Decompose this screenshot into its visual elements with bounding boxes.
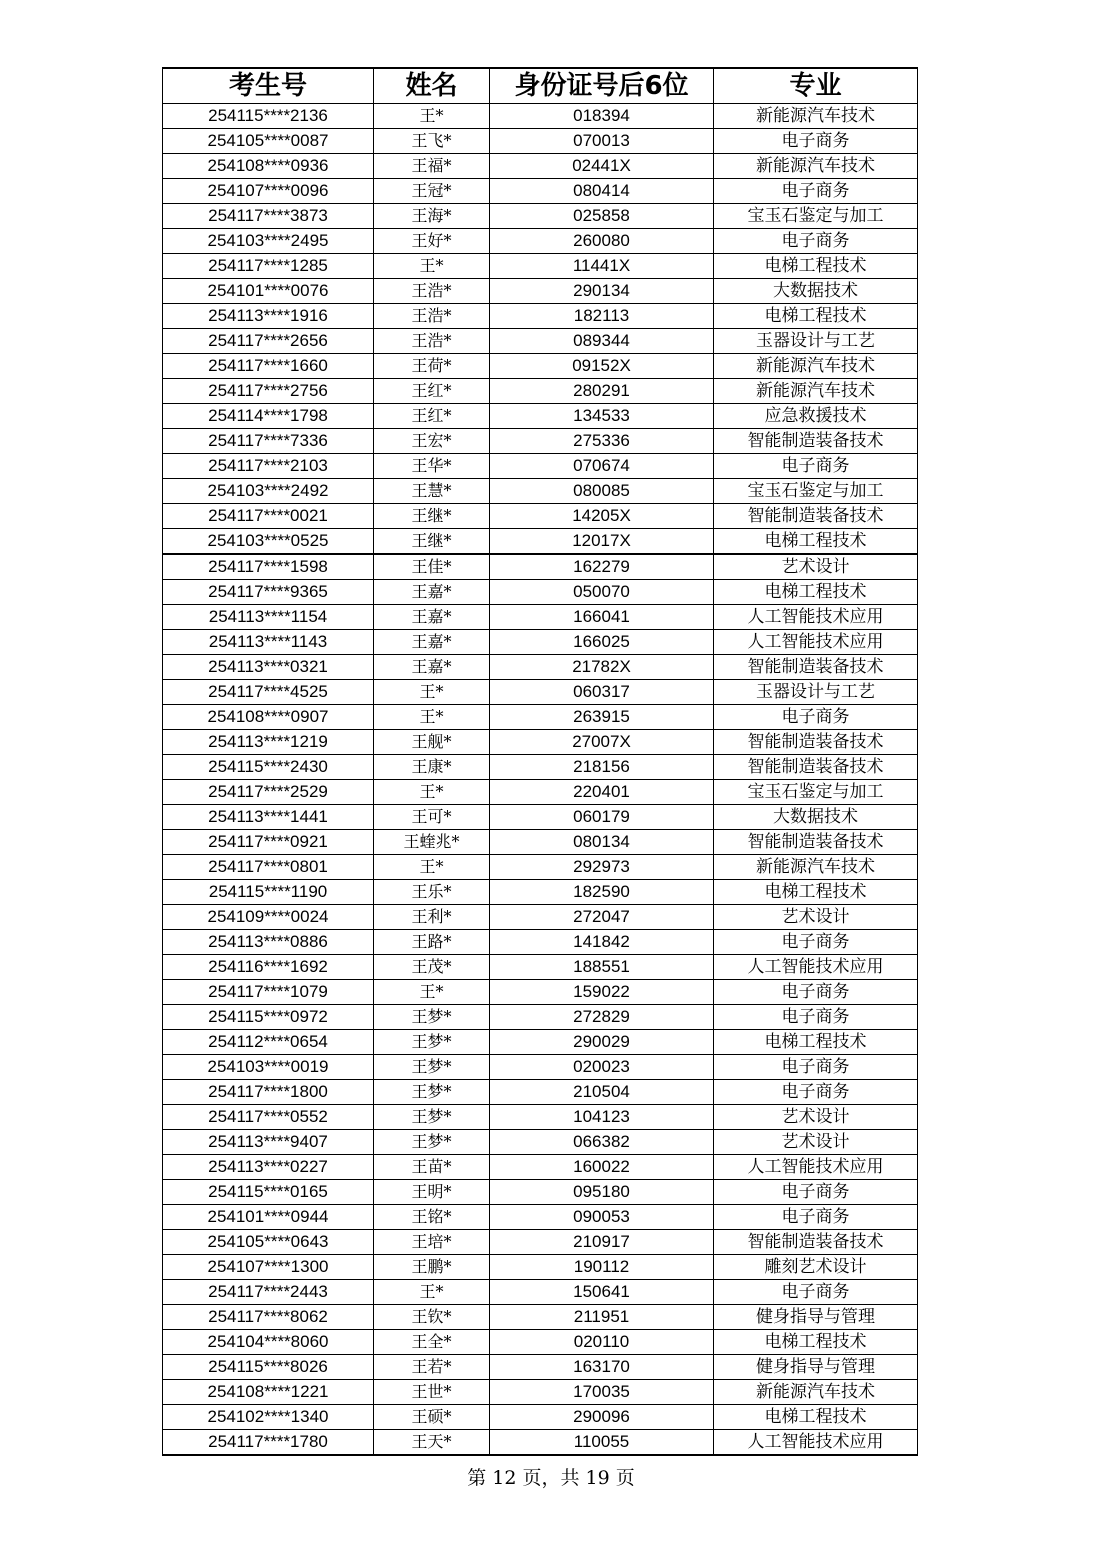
- cell-id-last6: 182590: [490, 880, 714, 905]
- cell-major: 智能制造装备技术: [714, 429, 918, 454]
- cell-name: 王茂*: [374, 955, 490, 980]
- cell-name: 王浩*: [374, 304, 490, 329]
- cell-name: 王梦*: [374, 1105, 490, 1130]
- table-row: [163, 1255, 918, 1280]
- table-row: [163, 329, 918, 354]
- cell-exam-number: 254113****9407: [163, 1130, 374, 1155]
- cell-exam-number: 254117****1660: [163, 354, 374, 379]
- header-name: 姓名: [374, 68, 490, 104]
- cell-exam-number: 254117****0552: [163, 1105, 374, 1130]
- cell-name: 王梦*: [374, 1030, 490, 1055]
- cell-id-last6: 290029: [490, 1030, 714, 1055]
- cell-major: 电梯工程技术: [714, 880, 918, 905]
- cell-id-last6: 290096: [490, 1405, 714, 1430]
- cell-id-last6: 060317: [490, 680, 714, 705]
- cell-exam-number: 254117****8062: [163, 1305, 374, 1330]
- cell-exam-number: 254117****1800: [163, 1080, 374, 1105]
- cell-major: 人工智能技术应用: [714, 1430, 918, 1456]
- cell-exam-number: 254103****0019: [163, 1055, 374, 1080]
- cell-major: 电梯工程技术: [714, 1405, 918, 1430]
- cell-name: 王利*: [374, 905, 490, 930]
- cell-name: 王荷*: [374, 354, 490, 379]
- cell-id-last6: 020110: [490, 1330, 714, 1355]
- cell-major: 人工智能技术应用: [714, 1155, 918, 1180]
- cell-id-last6: 080134: [490, 830, 714, 855]
- cell-name: 王*: [374, 104, 490, 129]
- cell-major: 新能源汽车技术: [714, 354, 918, 379]
- cell-exam-number: 254104****8060: [163, 1330, 374, 1355]
- cell-major: 宝玉石鉴定与加工: [714, 780, 918, 805]
- cell-name: 王红*: [374, 379, 490, 404]
- table-row: [163, 479, 918, 504]
- admission-roster-table: [162, 67, 918, 1456]
- cell-exam-number: 254117****9365: [163, 580, 374, 605]
- cell-exam-number: 254113****0227: [163, 1155, 374, 1180]
- cell-exam-number: 254117****2443: [163, 1280, 374, 1305]
- cell-id-last6: 292973: [490, 855, 714, 880]
- cell-exam-number: 254108****0907: [163, 705, 374, 730]
- cell-id-last6: 080085: [490, 479, 714, 504]
- table-row: [163, 780, 918, 805]
- cell-exam-number: 254112****0654: [163, 1030, 374, 1055]
- cell-name: 王*: [374, 1280, 490, 1305]
- cell-major: 电子商务: [714, 1205, 918, 1230]
- cell-name: 王硕*: [374, 1405, 490, 1430]
- table-row: [163, 129, 918, 154]
- table-row: [163, 680, 918, 705]
- table-row: [163, 429, 918, 454]
- cell-name: 王福*: [374, 154, 490, 179]
- cell-major: 健身指导与管理: [714, 1305, 918, 1330]
- cell-major: 艺术设计: [714, 554, 918, 580]
- cell-major: 电子商务: [714, 705, 918, 730]
- cell-name: 王天*: [374, 1430, 490, 1456]
- table-row: [163, 605, 918, 630]
- cell-id-last6: 095180: [490, 1180, 714, 1205]
- table-row: [163, 955, 918, 980]
- cell-id-last6: 272047: [490, 905, 714, 930]
- cell-exam-number: 254113****1441: [163, 805, 374, 830]
- table-row: [163, 730, 918, 755]
- table-row: [163, 504, 918, 529]
- cell-id-last6: 218156: [490, 755, 714, 780]
- cell-major: 智能制造装备技术: [714, 830, 918, 855]
- cell-major: 新能源汽车技术: [714, 154, 918, 179]
- cell-name: 王嘉*: [374, 630, 490, 655]
- table-row: [163, 630, 918, 655]
- cell-id-last6: 290134: [490, 279, 714, 304]
- cell-exam-number: 254116****1692: [163, 955, 374, 980]
- cell-name: 王浩*: [374, 329, 490, 354]
- table-row: [163, 1180, 918, 1205]
- table-row: [163, 805, 918, 830]
- table-row: [163, 1130, 918, 1155]
- cell-major: 艺术设计: [714, 905, 918, 930]
- cell-name: 王飞*: [374, 129, 490, 154]
- cell-id-last6: 025858: [490, 204, 714, 229]
- cell-exam-number: 254101****0076: [163, 279, 374, 304]
- cell-id-last6: 11441X: [490, 254, 714, 279]
- header-major: 专业: [714, 68, 918, 104]
- cell-id-last6: 211951: [490, 1305, 714, 1330]
- cell-major: 应急救援技术: [714, 404, 918, 429]
- cell-exam-number: 254105****0643: [163, 1230, 374, 1255]
- table-row: [163, 1280, 918, 1305]
- cell-id-last6: 163170: [490, 1355, 714, 1380]
- cell-id-last6: 166025: [490, 630, 714, 655]
- cell-exam-number: 254117****1079: [163, 980, 374, 1005]
- table-row: [163, 1230, 918, 1255]
- table-row: [163, 1155, 918, 1180]
- cell-exam-number: 254113****1143: [163, 630, 374, 655]
- cell-name: 王*: [374, 680, 490, 705]
- cell-id-last6: 210504: [490, 1080, 714, 1105]
- cell-id-last6: 070013: [490, 129, 714, 154]
- cell-exam-number: 254117****1780: [163, 1430, 374, 1456]
- cell-id-last6: 190112: [490, 1255, 714, 1280]
- table-row: [163, 204, 918, 229]
- cell-name: 王梦*: [374, 1055, 490, 1080]
- cell-exam-number: 254107****1300: [163, 1255, 374, 1280]
- cell-name: 王若*: [374, 1355, 490, 1380]
- cell-name: 王全*: [374, 1330, 490, 1355]
- cell-major: 人工智能技术应用: [714, 955, 918, 980]
- cell-major: 电子商务: [714, 229, 918, 254]
- cell-id-last6: 21782X: [490, 655, 714, 680]
- page-footer: 第 12 页，共 19 页: [467, 1467, 635, 1489]
- table-row: [163, 1080, 918, 1105]
- cell-id-last6: 066382: [490, 1130, 714, 1155]
- table-row: [163, 705, 918, 730]
- table-row: [163, 1205, 918, 1230]
- cell-major: 健身指导与管理: [714, 1355, 918, 1380]
- cell-id-last6: 104123: [490, 1105, 714, 1130]
- cell-name: 王乐*: [374, 880, 490, 905]
- cell-id-last6: 070674: [490, 454, 714, 479]
- cell-exam-number: 254117****1598: [163, 554, 374, 580]
- cell-name: 王*: [374, 980, 490, 1005]
- cell-exam-number: 254108****1221: [163, 1380, 374, 1405]
- cell-major: 电子商务: [714, 1055, 918, 1080]
- cell-exam-number: 254115****8026: [163, 1355, 374, 1380]
- cell-name: 王*: [374, 780, 490, 805]
- cell-exam-number: 254113****1916: [163, 304, 374, 329]
- cell-id-last6: 170035: [490, 1380, 714, 1405]
- cell-exam-number: 254115****2136: [163, 104, 374, 129]
- cell-name: 王华*: [374, 454, 490, 479]
- table-row: [163, 104, 918, 129]
- cell-major: 电梯工程技术: [714, 1030, 918, 1055]
- cell-exam-number: 254109****0024: [163, 905, 374, 930]
- table-row: [163, 379, 918, 404]
- cell-exam-number: 254115****2430: [163, 755, 374, 780]
- cell-id-last6: 160022: [490, 1155, 714, 1180]
- cell-name: 王慧*: [374, 479, 490, 504]
- table-row: [163, 1305, 918, 1330]
- table-row: [163, 279, 918, 304]
- table-row: [163, 304, 918, 329]
- cell-exam-number: 254107****0096: [163, 179, 374, 204]
- table-row: [163, 154, 918, 179]
- cell-major: 玉器设计与工艺: [714, 680, 918, 705]
- cell-major: 新能源汽车技术: [714, 1380, 918, 1405]
- cell-id-last6: 09152X: [490, 354, 714, 379]
- cell-major: 宝玉石鉴定与加工: [714, 479, 918, 504]
- cell-name: 王培*: [374, 1230, 490, 1255]
- cell-major: 艺术设计: [714, 1130, 918, 1155]
- cell-major: 玉器设计与工艺: [714, 329, 918, 354]
- cell-exam-number: 254117****4525: [163, 680, 374, 705]
- table-row: [163, 1105, 918, 1130]
- cell-major: 电子商务: [714, 129, 918, 154]
- cell-id-last6: 272829: [490, 1005, 714, 1030]
- cell-major: 大数据技术: [714, 279, 918, 304]
- cell-name: 王好*: [374, 229, 490, 254]
- cell-major: 电梯工程技术: [714, 304, 918, 329]
- table-row: [163, 855, 918, 880]
- table-row: [163, 229, 918, 254]
- cell-id-last6: 280291: [490, 379, 714, 404]
- cell-name: 王继*: [374, 529, 490, 555]
- cell-id-last6: 020023: [490, 1055, 714, 1080]
- table-row: [163, 404, 918, 429]
- cell-major: 电子商务: [714, 980, 918, 1005]
- table-row: [163, 655, 918, 680]
- cell-id-last6: 134533: [490, 404, 714, 429]
- table-row: [163, 880, 918, 905]
- cell-major: 电梯工程技术: [714, 254, 918, 279]
- cell-exam-number: 254103****2495: [163, 229, 374, 254]
- cell-exam-number: 254113****0321: [163, 655, 374, 680]
- cell-major: 智能制造装备技术: [714, 655, 918, 680]
- cell-id-last6: 018394: [490, 104, 714, 129]
- cell-exam-number: 254113****1154: [163, 605, 374, 630]
- cell-name: 王明*: [374, 1180, 490, 1205]
- cell-major: 新能源汽车技术: [714, 855, 918, 880]
- cell-major: 电梯工程技术: [714, 580, 918, 605]
- cell-id-last6: 110055: [490, 1430, 714, 1456]
- cell-name: 王铭*: [374, 1205, 490, 1230]
- table-row: [163, 1030, 918, 1055]
- cell-id-last6: 263915: [490, 705, 714, 730]
- cell-id-last6: 27007X: [490, 730, 714, 755]
- cell-name: 王*: [374, 705, 490, 730]
- cell-major: 电子商务: [714, 1280, 918, 1305]
- cell-exam-number: 254115****0972: [163, 1005, 374, 1030]
- table-row: [163, 529, 918, 555]
- table-row: [163, 1005, 918, 1030]
- cell-major: 人工智能技术应用: [714, 630, 918, 655]
- cell-id-last6: 188551: [490, 955, 714, 980]
- cell-name: 王红*: [374, 404, 490, 429]
- cell-major: 电子商务: [714, 179, 918, 204]
- cell-exam-number: 254105****0087: [163, 129, 374, 154]
- cell-id-last6: 090053: [490, 1205, 714, 1230]
- cell-name: 王海*: [374, 204, 490, 229]
- cell-name: 王*: [374, 855, 490, 880]
- cell-exam-number: 254117****0021: [163, 504, 374, 529]
- cell-name: 王浩*: [374, 279, 490, 304]
- cell-major: 新能源汽车技术: [714, 379, 918, 404]
- cell-major: 电子商务: [714, 930, 918, 955]
- cell-name: 王世*: [374, 1380, 490, 1405]
- cell-exam-number: 254108****0936: [163, 154, 374, 179]
- cell-major: 电子商务: [714, 1180, 918, 1205]
- header-exam-number: 考生号: [163, 68, 374, 104]
- cell-id-last6: 275336: [490, 429, 714, 454]
- cell-name: 王梦*: [374, 1005, 490, 1030]
- cell-exam-number: 254117****7336: [163, 429, 374, 454]
- cell-name: 王鹏*: [374, 1255, 490, 1280]
- table-row: [163, 179, 918, 204]
- cell-exam-number: 254117****2656: [163, 329, 374, 354]
- cell-exam-number: 254103****0525: [163, 529, 374, 555]
- header-row: [163, 68, 918, 104]
- cell-id-last6: 150641: [490, 1280, 714, 1305]
- table-row: [163, 980, 918, 1005]
- cell-exam-number: 254117****2529: [163, 780, 374, 805]
- table-row: [163, 354, 918, 379]
- cell-name: 王嘉*: [374, 605, 490, 630]
- cell-exam-number: 254102****1340: [163, 1405, 374, 1430]
- cell-major: 智能制造装备技术: [714, 755, 918, 780]
- table-row: [163, 930, 918, 955]
- table-header: [163, 68, 918, 104]
- cell-exam-number: 254115****1190: [163, 880, 374, 905]
- cell-exam-number: 254117****0801: [163, 855, 374, 880]
- cell-name: 王嘉*: [374, 580, 490, 605]
- cell-exam-number: 254101****0944: [163, 1205, 374, 1230]
- cell-major: 电梯工程技术: [714, 1330, 918, 1355]
- cell-exam-number: 254115****0165: [163, 1180, 374, 1205]
- cell-name: 王舰*: [374, 730, 490, 755]
- cell-exam-number: 254114****1798: [163, 404, 374, 429]
- cell-id-last6: 220401: [490, 780, 714, 805]
- cell-major: 智能制造装备技术: [714, 1230, 918, 1255]
- cell-name: 王继*: [374, 504, 490, 529]
- cell-name: 王可*: [374, 805, 490, 830]
- cell-name: 王冠*: [374, 179, 490, 204]
- cell-major: 新能源汽车技术: [714, 104, 918, 129]
- cell-id-last6: 210917: [490, 1230, 714, 1255]
- cell-id-last6: 182113: [490, 304, 714, 329]
- cell-id-last6: 260080: [490, 229, 714, 254]
- cell-name: 王钦*: [374, 1305, 490, 1330]
- table-body: [163, 104, 918, 1456]
- cell-id-last6: 080414: [490, 179, 714, 204]
- cell-name: 王蝰兆*: [374, 830, 490, 855]
- cell-id-last6: 050070: [490, 580, 714, 605]
- cell-major: 人工智能技术应用: [714, 605, 918, 630]
- cell-id-last6: 166041: [490, 605, 714, 630]
- cell-major: 智能制造装备技术: [714, 504, 918, 529]
- cell-id-last6: 141842: [490, 930, 714, 955]
- table-row: [163, 554, 918, 580]
- table-row: [163, 755, 918, 780]
- cell-exam-number: 254113****0886: [163, 930, 374, 955]
- cell-id-last6: 159022: [490, 980, 714, 1005]
- cell-major: 宝玉石鉴定与加工: [714, 204, 918, 229]
- cell-major: 电梯工程技术: [714, 529, 918, 555]
- cell-name: 王宏*: [374, 429, 490, 454]
- cell-id-last6: 162279: [490, 554, 714, 580]
- table-row: [163, 1430, 918, 1456]
- cell-exam-number: 254117****2103: [163, 454, 374, 479]
- table-row: [163, 905, 918, 930]
- table-row: [163, 254, 918, 279]
- cell-id-last6: 02441X: [490, 154, 714, 179]
- cell-name: 王康*: [374, 755, 490, 780]
- cell-id-last6: 060179: [490, 805, 714, 830]
- cell-name: 王佳*: [374, 554, 490, 580]
- cell-exam-number: 254103****2492: [163, 479, 374, 504]
- cell-major: 电子商务: [714, 1080, 918, 1105]
- table-row: [163, 1380, 918, 1405]
- cell-major: 电子商务: [714, 454, 918, 479]
- table-row: [163, 1055, 918, 1080]
- cell-major: 雕刻艺术设计: [714, 1255, 918, 1280]
- cell-major: 大数据技术: [714, 805, 918, 830]
- table-row: [163, 1330, 918, 1355]
- table-row: [163, 1405, 918, 1430]
- cell-exam-number: 254113****1219: [163, 730, 374, 755]
- cell-name: 王梦*: [374, 1130, 490, 1155]
- cell-id-last6: 14205X: [490, 504, 714, 529]
- table-row: [163, 1355, 918, 1380]
- cell-name: 王梦*: [374, 1080, 490, 1105]
- cell-name: 王路*: [374, 930, 490, 955]
- cell-id-last6: 12017X: [490, 529, 714, 555]
- table-row: [163, 830, 918, 855]
- cell-name: 王嘉*: [374, 655, 490, 680]
- cell-exam-number: 254117****0921: [163, 830, 374, 855]
- cell-major: 艺术设计: [714, 1105, 918, 1130]
- cell-name: 王*: [374, 254, 490, 279]
- cell-major: 智能制造装备技术: [714, 730, 918, 755]
- cell-id-last6: 089344: [490, 329, 714, 354]
- header-id-last6: 身份证号后6位: [490, 68, 714, 104]
- cell-exam-number: 254117****3873: [163, 204, 374, 229]
- table-row: [163, 580, 918, 605]
- table-row: [163, 454, 918, 479]
- cell-name: 王苗*: [374, 1155, 490, 1180]
- cell-major: 电子商务: [714, 1005, 918, 1030]
- cell-exam-number: 254117****1285: [163, 254, 374, 279]
- cell-exam-number: 254117****2756: [163, 379, 374, 404]
